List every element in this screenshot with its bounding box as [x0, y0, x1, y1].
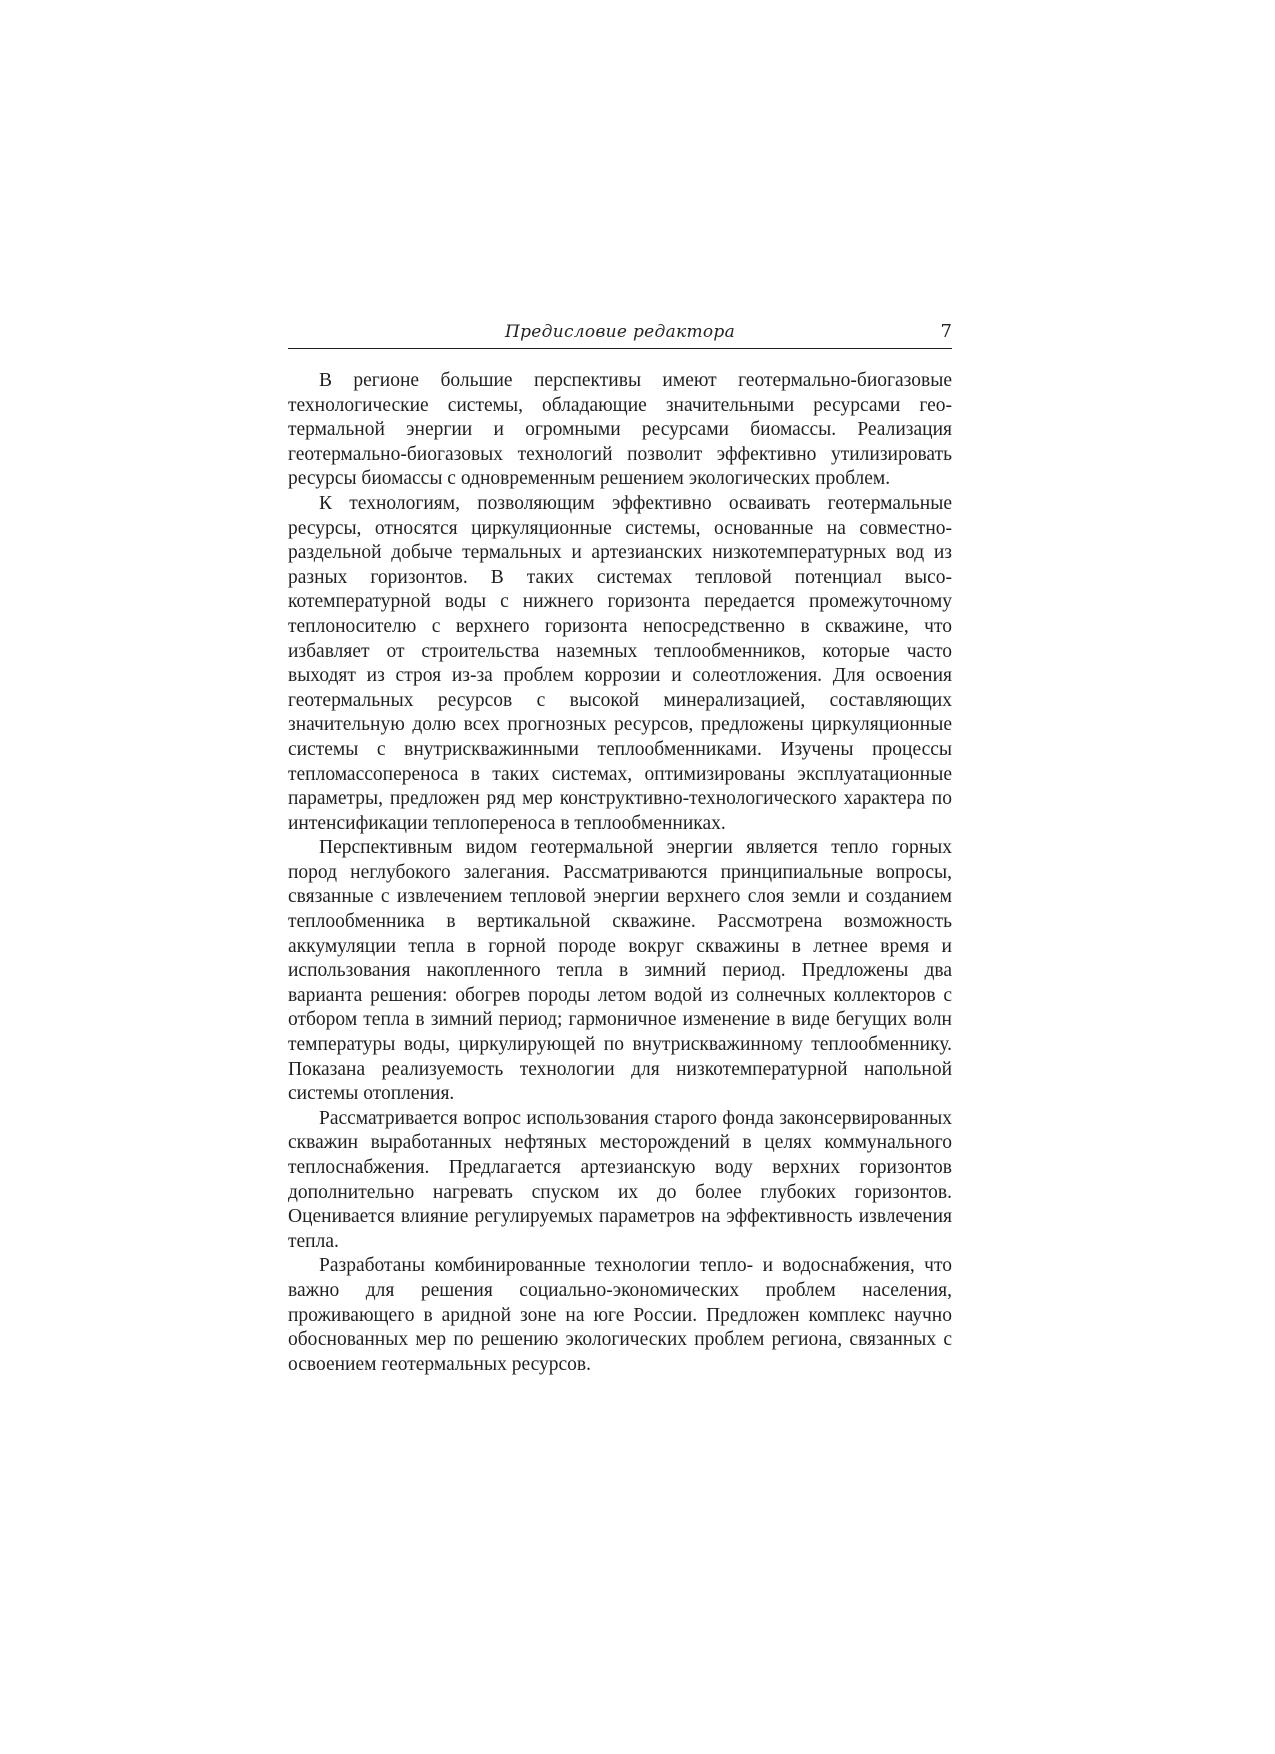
paragraph: К технологиям, позволяющим эффективно осваивать геотермальные ресурсы, относятся циркуляционные системы, основанные на совместно-раздельной добыче термальных и артезианских низкотемпературных вод из разных горизонтов. В таких системах тепловой потенциал высокотемпературной воды с нижнего горизонта передается промежуточному теплоносителю с верхнего горизонта непосредственно в скважине, что избавляет от строительства наземных теплообменников, которые часто выходят из строя из-за проблем коррозии и солеотложения. Для освоения геотермальных ресурсов с высокой минерализацией, составляющих значительную долю всех прогнозных ресурсов, предложены циркуляционные системы с внутрискважинными теплообменниками. Изучены процессы тепломассопереноса в таких системах, оптимизированы эксплуатационные параметры, предложен ряд мер конструктивно-технологического характера по интенсификации теплопереноса в теплообменниках. [288, 492, 952, 834]
paragraph: Разработаны комбинированные технологии тепло- и водоснабжения, что важно для решения социально-экономических проблем населения, проживающего в аридной зоне на юге России. Предложен комплекс научно обоснованных мер по решению экологических проблем региона, связанных с освоением геотермальных ресурсов. [288, 1255, 952, 1375]
paragraph: Рассматривается вопрос использования старого фонда законсервированных скважин выработанных нефтяных месторождений в целях коммунального теплоснабжения. Предлагается артезианскую воду верхних горизонтов дополнительно нагревать спуском их до более глубоких горизонтов. Оценивается влияние регулируемых параметров на эффективность извлечения тепла. [288, 1107, 952, 1252]
paragraph: В регионе большие перспективы имеют геотермально-биогазовые технологические системы, обладающие значительными ресурсами геотермальной энергии и огромными ресурсами биомассы. Реализация геотермально-биогазовых технологий позволит эффективно утилизировать ресурсы биомассы с одновременным решением экологических проблем. [288, 370, 952, 490]
running-title: Предисловие редактора [504, 322, 736, 342]
page-number: 7 [940, 321, 952, 342]
body-text [288, 369, 952, 1377]
running-head [288, 318, 952, 349]
paragraph: Перспективным видом геотермальной энергии является тепло горных пород неглубокого залегания. Рассматриваются принципиальные вопросы, связанные с извлечением тепловой энергии верхнего слоя земли и созданием теплообменника в вертикальной скважине. Рассмотрена возможность аккумуляции тепла в горной породе вокруг скважины в летнее время и использования накопленного тепла в зимний период. Предложены два варианта решения: обогрев породы летом водой из солнечных коллекторов с отбором тепла в зимний период; гармоничное изменение в виде бегущих волн температуры воды, циркулирующей по внутрискважинному теплообменнику. Показана реализуемость технологии для низкотемпературной напольной системы отопления. [288, 837, 952, 1105]
